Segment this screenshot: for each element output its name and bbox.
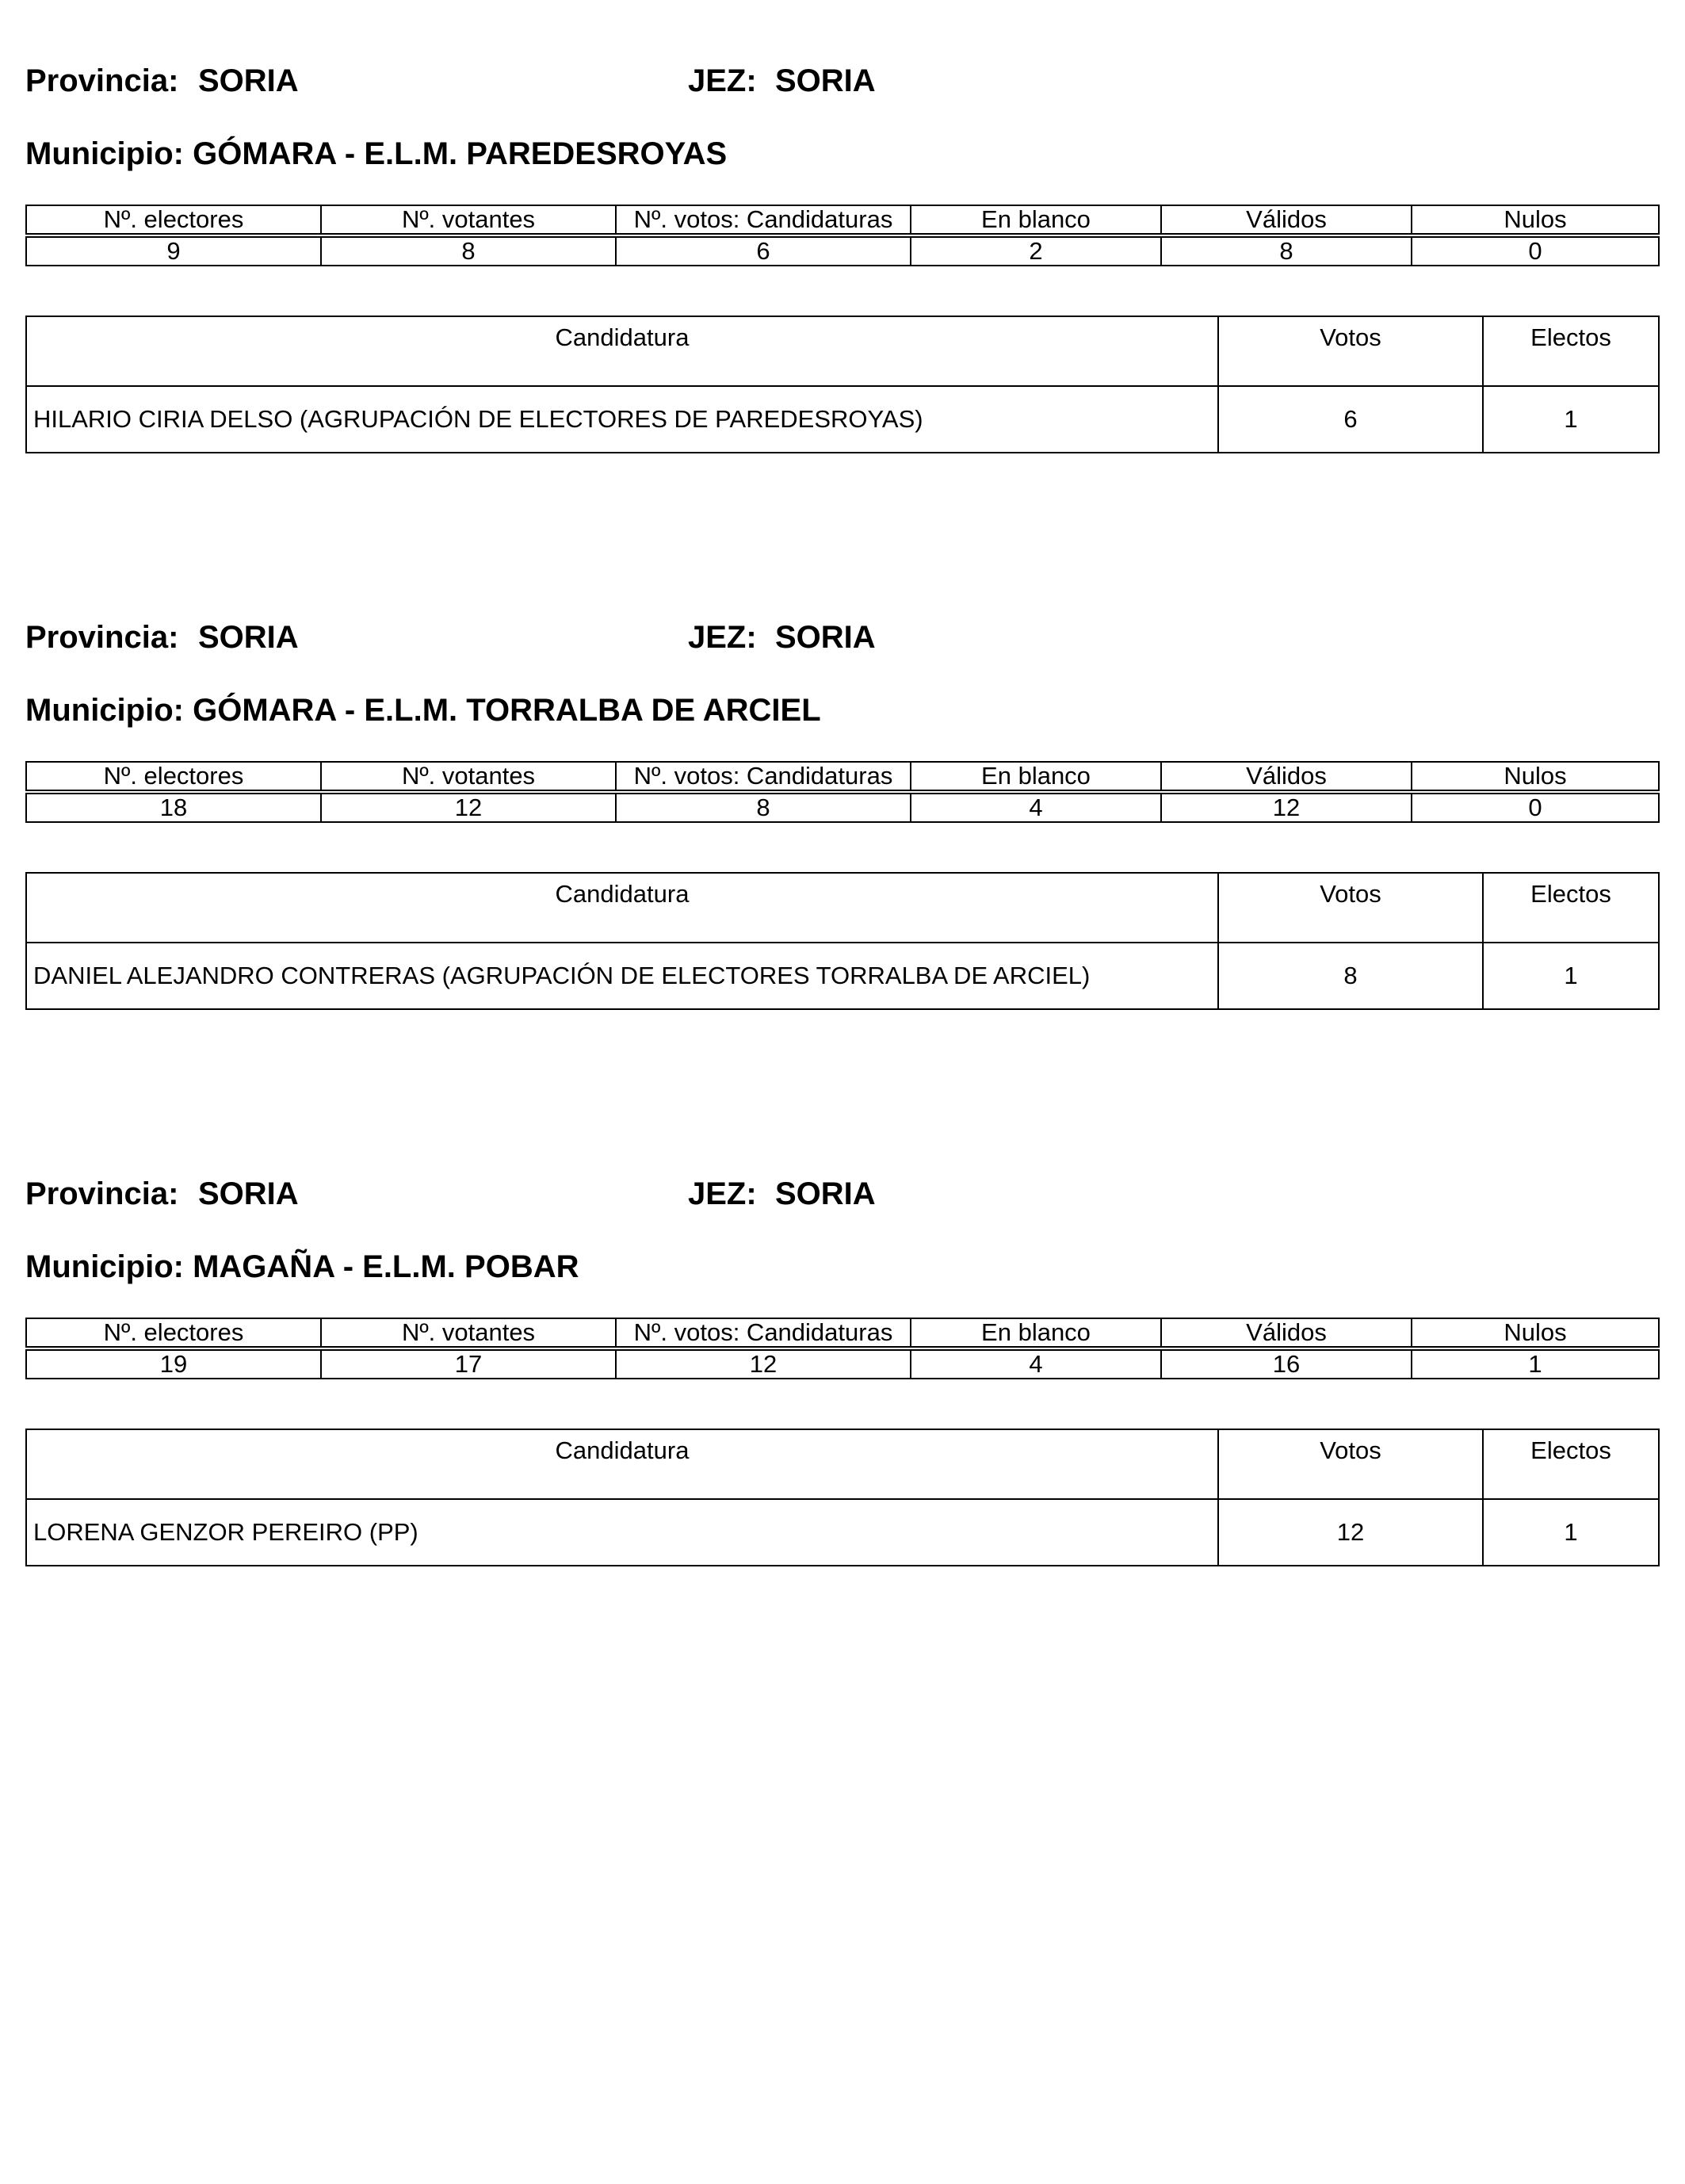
- stats-header-cell: Nº. votos: Candidaturas: [616, 1318, 911, 1347]
- stats-header-cell: Nº. electores: [26, 762, 321, 790]
- candidate-votos: 12: [1218, 1499, 1483, 1566]
- provincia-label: Provincia:: [25, 63, 179, 98]
- provincia-label: Provincia:: [25, 620, 179, 655]
- stats-value-cell: 1: [1412, 1350, 1659, 1379]
- stats-header-cell: Nº. votantes: [321, 205, 616, 234]
- municipio-label: Municipio:: [25, 136, 184, 171]
- stats-value-cell: 18: [26, 794, 321, 822]
- jez-label: JEZ:: [688, 1176, 757, 1211]
- stats-header-row: [26, 762, 1659, 790]
- stats-header-cell: Nº. electores: [26, 205, 321, 234]
- candidate-name: LORENA GENZOR PEREIRO (PP): [26, 1499, 1218, 1566]
- candidate-electos: 1: [1483, 1499, 1659, 1566]
- stats-value-cell: 12: [616, 1350, 911, 1379]
- stats-value-cell: 9: [26, 237, 321, 266]
- candidates-table: [25, 872, 1660, 1010]
- stats-header-cell: Nº. electores: [26, 1318, 321, 1347]
- stats-header-cell: Válidos: [1161, 1318, 1412, 1347]
- stats-header-cell: Nº. votantes: [321, 762, 616, 790]
- stats-value-cell: 8: [616, 794, 911, 822]
- stats-header-cell: Válidos: [1161, 762, 1412, 790]
- electos-header: Electos: [1483, 1429, 1659, 1499]
- candidate-electos: 1: [1483, 386, 1659, 453]
- candidate-name: HILARIO CIRIA DELSO (AGRUPACIÓN DE ELECTORES DE PAREDESROYAS): [26, 386, 1218, 453]
- stats-header-row: [26, 1318, 1659, 1347]
- candidates-header-row: [26, 1429, 1659, 1499]
- jez-value: SORIA: [775, 63, 876, 98]
- votos-header: Votos: [1218, 1429, 1483, 1499]
- stats-value-row: [26, 794, 1659, 822]
- candidates-table: [25, 316, 1660, 453]
- candidate-electos: 1: [1483, 943, 1659, 1009]
- votos-header: Votos: [1218, 873, 1483, 943]
- candidate-votos: 8: [1218, 943, 1483, 1009]
- candidates-header-row: [26, 873, 1659, 943]
- jez-value: SORIA: [775, 1176, 876, 1211]
- provincia-label: Provincia:: [25, 1176, 179, 1211]
- election-section: [25, 62, 1658, 433]
- stats-header-cell: Nulos: [1412, 205, 1659, 234]
- section-header: [25, 62, 1658, 100]
- stats-value-cell: 8: [1161, 237, 1412, 266]
- candidate-name: DANIEL ALEJANDRO CONTRERAS (AGRUPACIÓN DE ELECTORES TORRALBA DE ARCIEL): [26, 943, 1218, 1009]
- electos-header: Electos: [1483, 873, 1659, 943]
- stats-value-cell: 16: [1161, 1350, 1412, 1379]
- votos-header: Votos: [1218, 316, 1483, 386]
- stats-value-cell: 2: [911, 237, 1161, 266]
- stats-header-cell: En blanco: [911, 762, 1161, 790]
- candidates-table: [25, 1429, 1660, 1566]
- election-section: [25, 1175, 1658, 1546]
- jez-value: SORIA: [775, 620, 876, 655]
- stats-value-cell: 12: [321, 794, 616, 822]
- municipio-line: [25, 1248, 579, 1286]
- candidate-row: [26, 1499, 1659, 1566]
- stats-value-cell: 4: [911, 794, 1161, 822]
- candidates-header-row: [26, 316, 1659, 386]
- municipio-label: Municipio:: [25, 693, 184, 728]
- stats-value-cell: 12: [1161, 794, 1412, 822]
- section-header: [25, 1175, 1658, 1213]
- stats-header-cell: Nº. votantes: [321, 1318, 616, 1347]
- stats-header-cell: Nº. votos: Candidaturas: [616, 762, 911, 790]
- stats-value-cell: 19: [26, 1350, 321, 1379]
- stats-value-cell: 17: [321, 1350, 616, 1379]
- stats-header-cell: Válidos: [1161, 205, 1412, 234]
- candidatura-header: Candidatura: [26, 873, 1218, 943]
- provincia-value: SORIA: [198, 1176, 299, 1211]
- candidate-row: [26, 386, 1659, 453]
- stats-table: [25, 761, 1660, 823]
- candidate-votos: 6: [1218, 386, 1483, 453]
- municipio-value: MAGAÑA - E.L.M. POBAR: [193, 1249, 579, 1284]
- municipio-line: [25, 691, 821, 729]
- candidate-row: [26, 943, 1659, 1009]
- stats-value-cell: 6: [616, 237, 911, 266]
- stats-value-cell: 0: [1412, 794, 1659, 822]
- stats-value-row: [26, 237, 1659, 266]
- stats-table: [25, 205, 1660, 266]
- provincia-value: SORIA: [198, 620, 299, 655]
- stats-header-cell: Nº. votos: Candidaturas: [616, 205, 911, 234]
- stats-value-row: [26, 1350, 1659, 1379]
- municipio-value: GÓMARA - E.L.M. PAREDESROYAS: [193, 136, 728, 171]
- stats-value-cell: 0: [1412, 237, 1659, 266]
- section-header: [25, 618, 1658, 656]
- election-section: [25, 618, 1658, 989]
- municipio-label: Municipio:: [25, 1249, 184, 1284]
- stats-header-row: [26, 205, 1659, 234]
- electos-header: Electos: [1483, 316, 1659, 386]
- provincia-value: SORIA: [198, 63, 299, 98]
- jez-label: JEZ:: [688, 63, 757, 98]
- candidatura-header: Candidatura: [26, 1429, 1218, 1499]
- jez-label: JEZ:: [688, 620, 757, 655]
- municipio-line: [25, 135, 727, 173]
- candidatura-header: Candidatura: [26, 316, 1218, 386]
- stats-header-cell: En blanco: [911, 1318, 1161, 1347]
- stats-header-cell: Nulos: [1412, 1318, 1659, 1347]
- stats-table: [25, 1318, 1660, 1379]
- stats-value-cell: 8: [321, 237, 616, 266]
- stats-header-cell: En blanco: [911, 205, 1161, 234]
- stats-header-cell: Nulos: [1412, 762, 1659, 790]
- stats-value-cell: 4: [911, 1350, 1161, 1379]
- municipio-value: GÓMARA - E.L.M. TORRALBA DE ARCIEL: [193, 693, 821, 728]
